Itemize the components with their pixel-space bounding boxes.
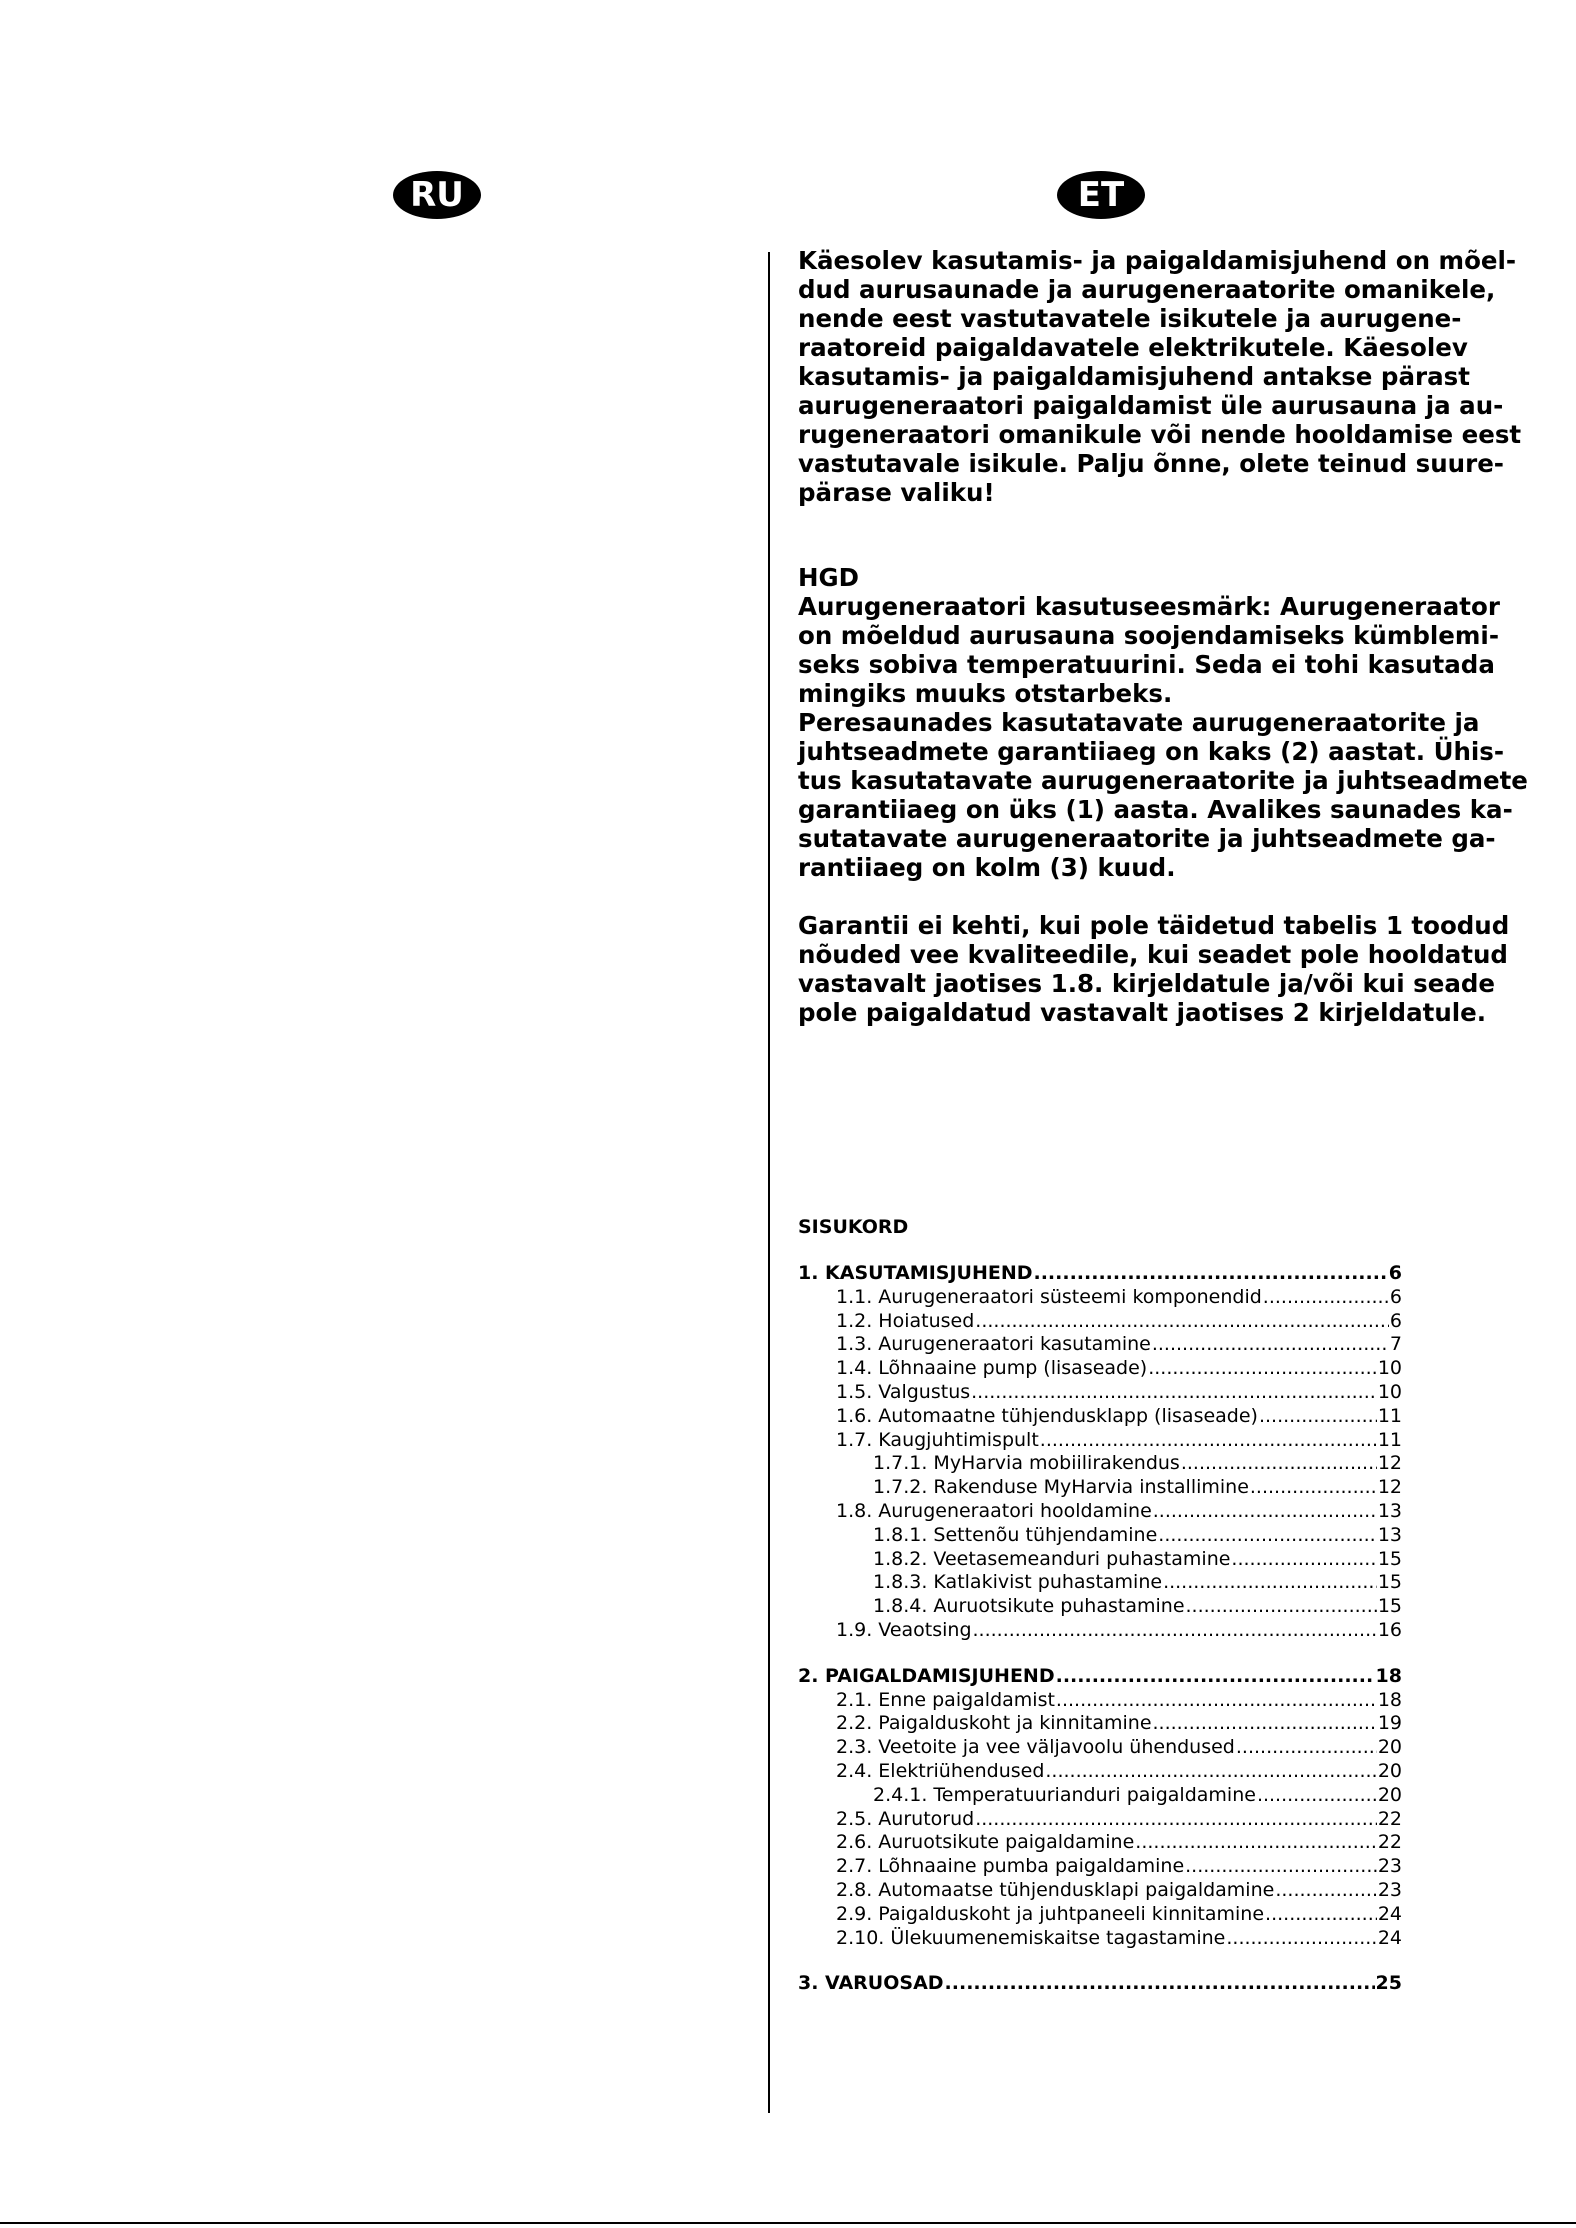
toc-leader-dots [1265, 1903, 1377, 1927]
text-line: kasutamis- ja paigaldamisjuhend antakse pärast [798, 362, 1470, 391]
toc-entry [798, 1595, 1402, 1619]
text-line: Garantii ei kehti, kui pole täidetud tabelis 1 toodud [798, 911, 1510, 940]
toc-entry-page: 13 [1377, 1523, 1402, 1546]
toc-leader-dots [1056, 1665, 1375, 1689]
toc-gap [798, 1643, 1402, 1665]
toc-entry-page: 11 [1377, 1404, 1402, 1427]
toc-leader-dots [1263, 1286, 1389, 1310]
toc-entry [798, 1429, 1402, 1453]
toc-entry-title: 1.6. Automaatne tühjendusklapp (lisaseade) [836, 1404, 1258, 1427]
toc-entry-title: 2.5. Aurutorud [836, 1807, 975, 1830]
text-line: raatoreid paigaldavatele elektrikutele. Käesolev [798, 333, 1468, 362]
toc-entry-title: 2.10. Ülekuumenemiskaitse tagastamine [836, 1926, 1226, 1949]
toc-entry-page: 12 [1377, 1476, 1402, 1499]
toc-entry [798, 1784, 1402, 1808]
toc-entry [798, 1286, 1402, 1310]
toc-entry [798, 1524, 1402, 1548]
text-line: Käesolev kasutamis- ja paigaldamisjuhend on mõel- [798, 246, 1517, 275]
toc-entry-title: 2.1. Enne paigaldamist [836, 1688, 1055, 1711]
toc-entry [798, 1333, 1402, 1357]
toc-entry-page: 23 [1377, 1855, 1402, 1878]
toc-entry [798, 1855, 1402, 1879]
toc-gap [798, 1950, 1402, 1972]
toc-entry-title: 2.8. Automaatse tühjendusklapi paigaldamine [836, 1878, 1275, 1901]
purpose-section [798, 563, 1528, 882]
toc-entry-title: 2.9. Paigalduskoht ja juhtpaneeli kinnitamine [836, 1902, 1265, 1925]
text-line: nõuded vee kvaliteedile, kui seadet pole hooldatud [798, 940, 1508, 969]
toc-leader-dots [1056, 1689, 1377, 1713]
toc-entry-title: 2.2. Paigalduskoht ja kinnitamine [836, 1712, 1152, 1735]
toc-entry-page: 18 [1375, 1664, 1402, 1687]
toc-leader-dots [1259, 1405, 1377, 1429]
toc-entry-title: 1.8. Aurugeneraatori hooldamine [836, 1499, 1152, 1522]
text-line: seks sobiva temperatuurini. Seda ei tohi kasutada [798, 650, 1495, 679]
toc-entry-page: 11 [1377, 1428, 1402, 1451]
toc-entry [798, 1548, 1402, 1572]
toc-entry-title: 1.2. Hoiatused [836, 1309, 975, 1332]
toc-entry [798, 1665, 1402, 1689]
toc-entry [798, 1405, 1402, 1429]
toc-leader-dots [1250, 1476, 1377, 1500]
toc-leader-dots [975, 1808, 1377, 1832]
toc-entry-page: 6 [1388, 1262, 1402, 1284]
text-line: rantiiaeg on kolm (3) kuud. [798, 853, 1176, 882]
toc-leader-dots [975, 1310, 1389, 1334]
toc-entry-page: 24 [1377, 1902, 1402, 1925]
toc-leader-dots [1236, 1736, 1377, 1760]
toc-leader-dots [1185, 1855, 1377, 1879]
toc-entry [798, 1972, 1402, 1996]
toc-entry-title: 3. VARUOSAD [798, 1972, 944, 1995]
toc-entry-page: 20 [1377, 1736, 1402, 1759]
text-line: aurugeneraatori paigaldamist üle aurusauna ja au- [798, 391, 1504, 420]
text-line: nende eest vastutavatele isikutele ja aurugene- [798, 304, 1462, 333]
toc-entry [798, 1903, 1402, 1927]
toc-leader-dots [1034, 1262, 1388, 1286]
toc-leader-dots [1045, 1760, 1376, 1784]
toc-entry-title: 1.9. Veaotsing [836, 1618, 972, 1641]
text-line: pole paigaldatud vastavalt jaotises 2 kirjeldatule. [798, 998, 1487, 1027]
toc-leader-dots [1153, 1712, 1377, 1736]
toc-entry-page: 19 [1377, 1712, 1402, 1735]
toc-leader-dots [973, 1619, 1377, 1643]
toc-entry-page: 15 [1377, 1547, 1402, 1570]
toc-entry [798, 1500, 1402, 1524]
text-line: mingiks muuks otstarbeks. [798, 679, 1173, 708]
bottom-rule [0, 2222, 1576, 2224]
toc-entry-title: 1.8.3. Katlakivist puhastamine [873, 1571, 1163, 1594]
toc-entry-page: 24 [1377, 1926, 1402, 1949]
toc-entry [798, 1310, 1402, 1334]
toc-entry [798, 1357, 1402, 1381]
toc-leader-dots [971, 1381, 1377, 1405]
toc-entry-title: 2.4.1. Temperatuurianduri paigaldamine [873, 1783, 1256, 1806]
toc-entry-title: 1.7.1. MyHarvia mobiilirakendus [873, 1452, 1180, 1475]
toc-entry-title: 1.8.1. Settenõu tühjendamine [873, 1523, 1158, 1546]
toc-title: SISUKORD [798, 1216, 909, 1238]
text-line: dud aurusaunade ja aurugeneraatorite omanikele, [798, 275, 1496, 304]
toc-leader-dots [1135, 1831, 1377, 1855]
toc-entry-page: 20 [1377, 1783, 1402, 1806]
warranty-period-paragraph [798, 708, 1528, 882]
toc-leader-dots [1040, 1429, 1377, 1453]
toc-leader-dots [945, 1972, 1375, 1996]
toc-entry-page: 22 [1377, 1831, 1402, 1854]
toc-leader-dots [1158, 1524, 1377, 1548]
toc-entry [798, 1879, 1402, 1903]
toc-entry-page: 18 [1377, 1688, 1402, 1711]
toc-entry [798, 1760, 1402, 1784]
text-line: Aurugeneraatori kasutuseesmärk: Aurugeneraator [798, 592, 1500, 621]
toc-entry-title: 1.7.2. Rakenduse MyHarvia installimine [873, 1476, 1249, 1499]
toc-entry [798, 1619, 1402, 1643]
toc-entry [798, 1689, 1402, 1713]
toc-entry-title: 1.1. Aurugeneraatori süsteemi komponendid [836, 1285, 1262, 1308]
hgd-heading: HGD [798, 563, 859, 592]
toc-entry-page: 6 [1389, 1309, 1402, 1332]
toc-entry-title: 2.6. Auruotsikute paigaldamine [836, 1831, 1135, 1854]
toc-entry [798, 1476, 1402, 1500]
language-badge-ru: RU [393, 171, 481, 219]
toc-entry-page: 16 [1377, 1618, 1402, 1641]
toc-entry-title: 1.4. Lõhnaaine pump (lisaseade) [836, 1357, 1148, 1380]
toc-entry-title: 1. KASUTAMISJUHEND [798, 1262, 1033, 1284]
warranty-paragraph [798, 911, 1510, 1027]
toc-entry-page: 22 [1377, 1807, 1402, 1830]
toc-entry-title: 2.7. Lõhnaaine pumba paigaldamine [836, 1855, 1185, 1878]
text-line: juhtseadmete garantiiaeg on kaks (2) aastat. Ühis- [798, 737, 1505, 766]
toc-leader-dots [1152, 1333, 1389, 1357]
toc-leader-dots [1163, 1571, 1377, 1595]
toc-entry-title: 2.3. Veetoite ja vee väljavoolu ühendused [836, 1736, 1235, 1759]
text-line: Peresaunades kasutatavate aurugeneraatorite ja [798, 708, 1480, 737]
toc-leader-dots [1257, 1784, 1377, 1808]
text-line: vastutavale isikule. Palju õnne, olete teinud suure- [798, 449, 1504, 478]
toc-leader-dots [1148, 1357, 1377, 1381]
toc-entry-page: 7 [1389, 1333, 1402, 1356]
toc-entry-title: 1.8.2. Veetasemeanduri puhastamine [873, 1547, 1231, 1570]
toc-entry-page: 20 [1377, 1759, 1402, 1782]
toc-entry-page: 23 [1377, 1878, 1402, 1901]
text-line: tus kasutatavate aurugeneraatorite ja juhtseadmete [798, 766, 1528, 795]
toc-entry [798, 1381, 1402, 1405]
toc-entry-title: 1.5. Valgustus [836, 1380, 971, 1403]
column-divider [768, 252, 770, 2113]
text-line: vastavalt jaotises 1.8. kirjeldatule ja/või kui seade [798, 969, 1496, 998]
toc-entry-page: 15 [1377, 1571, 1402, 1594]
toc-entry-page: 13 [1377, 1499, 1402, 1522]
table-of-contents [798, 1262, 1402, 1996]
language-badge-et: ET [1057, 171, 1145, 219]
toc-entry [798, 1452, 1402, 1476]
toc-entry-page: 6 [1389, 1285, 1402, 1308]
toc-entry-page: 25 [1375, 1972, 1402, 1995]
toc-leader-dots [1186, 1595, 1377, 1619]
toc-leader-dots [1275, 1879, 1376, 1903]
toc-entry-title: 1.8.4. Auruotsikute puhastamine [873, 1595, 1185, 1618]
toc-entry-title: 1.3. Aurugeneraatori kasutamine [836, 1333, 1151, 1356]
toc-entry [798, 1571, 1402, 1595]
toc-leader-dots [1181, 1452, 1377, 1476]
toc-entry-page: 10 [1377, 1357, 1402, 1380]
toc-entry [798, 1736, 1402, 1760]
text-line: sutatavate aurugeneraatorite ja juhtseadmete ga- [798, 824, 1496, 853]
toc-entry-title: 1.7. Kaugjuhtimispult [836, 1428, 1039, 1451]
toc-entry [798, 1831, 1402, 1855]
toc-entry [798, 1712, 1402, 1736]
toc-leader-dots [1226, 1927, 1376, 1951]
toc-entry [798, 1927, 1402, 1951]
toc-entry-page: 12 [1377, 1452, 1402, 1475]
toc-leader-dots [1153, 1500, 1377, 1524]
toc-entry-title: 2. PAIGALDAMISJUHEND [798, 1664, 1055, 1687]
toc-entry [798, 1262, 1402, 1286]
toc-entry-title: 2.4. Elektriühendused [836, 1759, 1045, 1782]
text-line: on mõeldud aurusauna soojendamiseks kümblemi- [798, 621, 1500, 650]
text-line: garantiiaeg on üks (1) aasta. Avalikes saunades ka- [798, 795, 1513, 824]
text-line: pärase valiku! [798, 478, 995, 507]
toc-entry-page: 15 [1377, 1595, 1402, 1618]
intro-paragraph [798, 246, 1522, 507]
toc-entry [798, 1808, 1402, 1832]
text-line: rugeneraatori omanikule või nende hooldamise eest [798, 420, 1522, 449]
toc-leader-dots [1231, 1548, 1376, 1572]
toc-entry-page: 10 [1377, 1380, 1402, 1403]
purpose-paragraph [798, 592, 1500, 708]
